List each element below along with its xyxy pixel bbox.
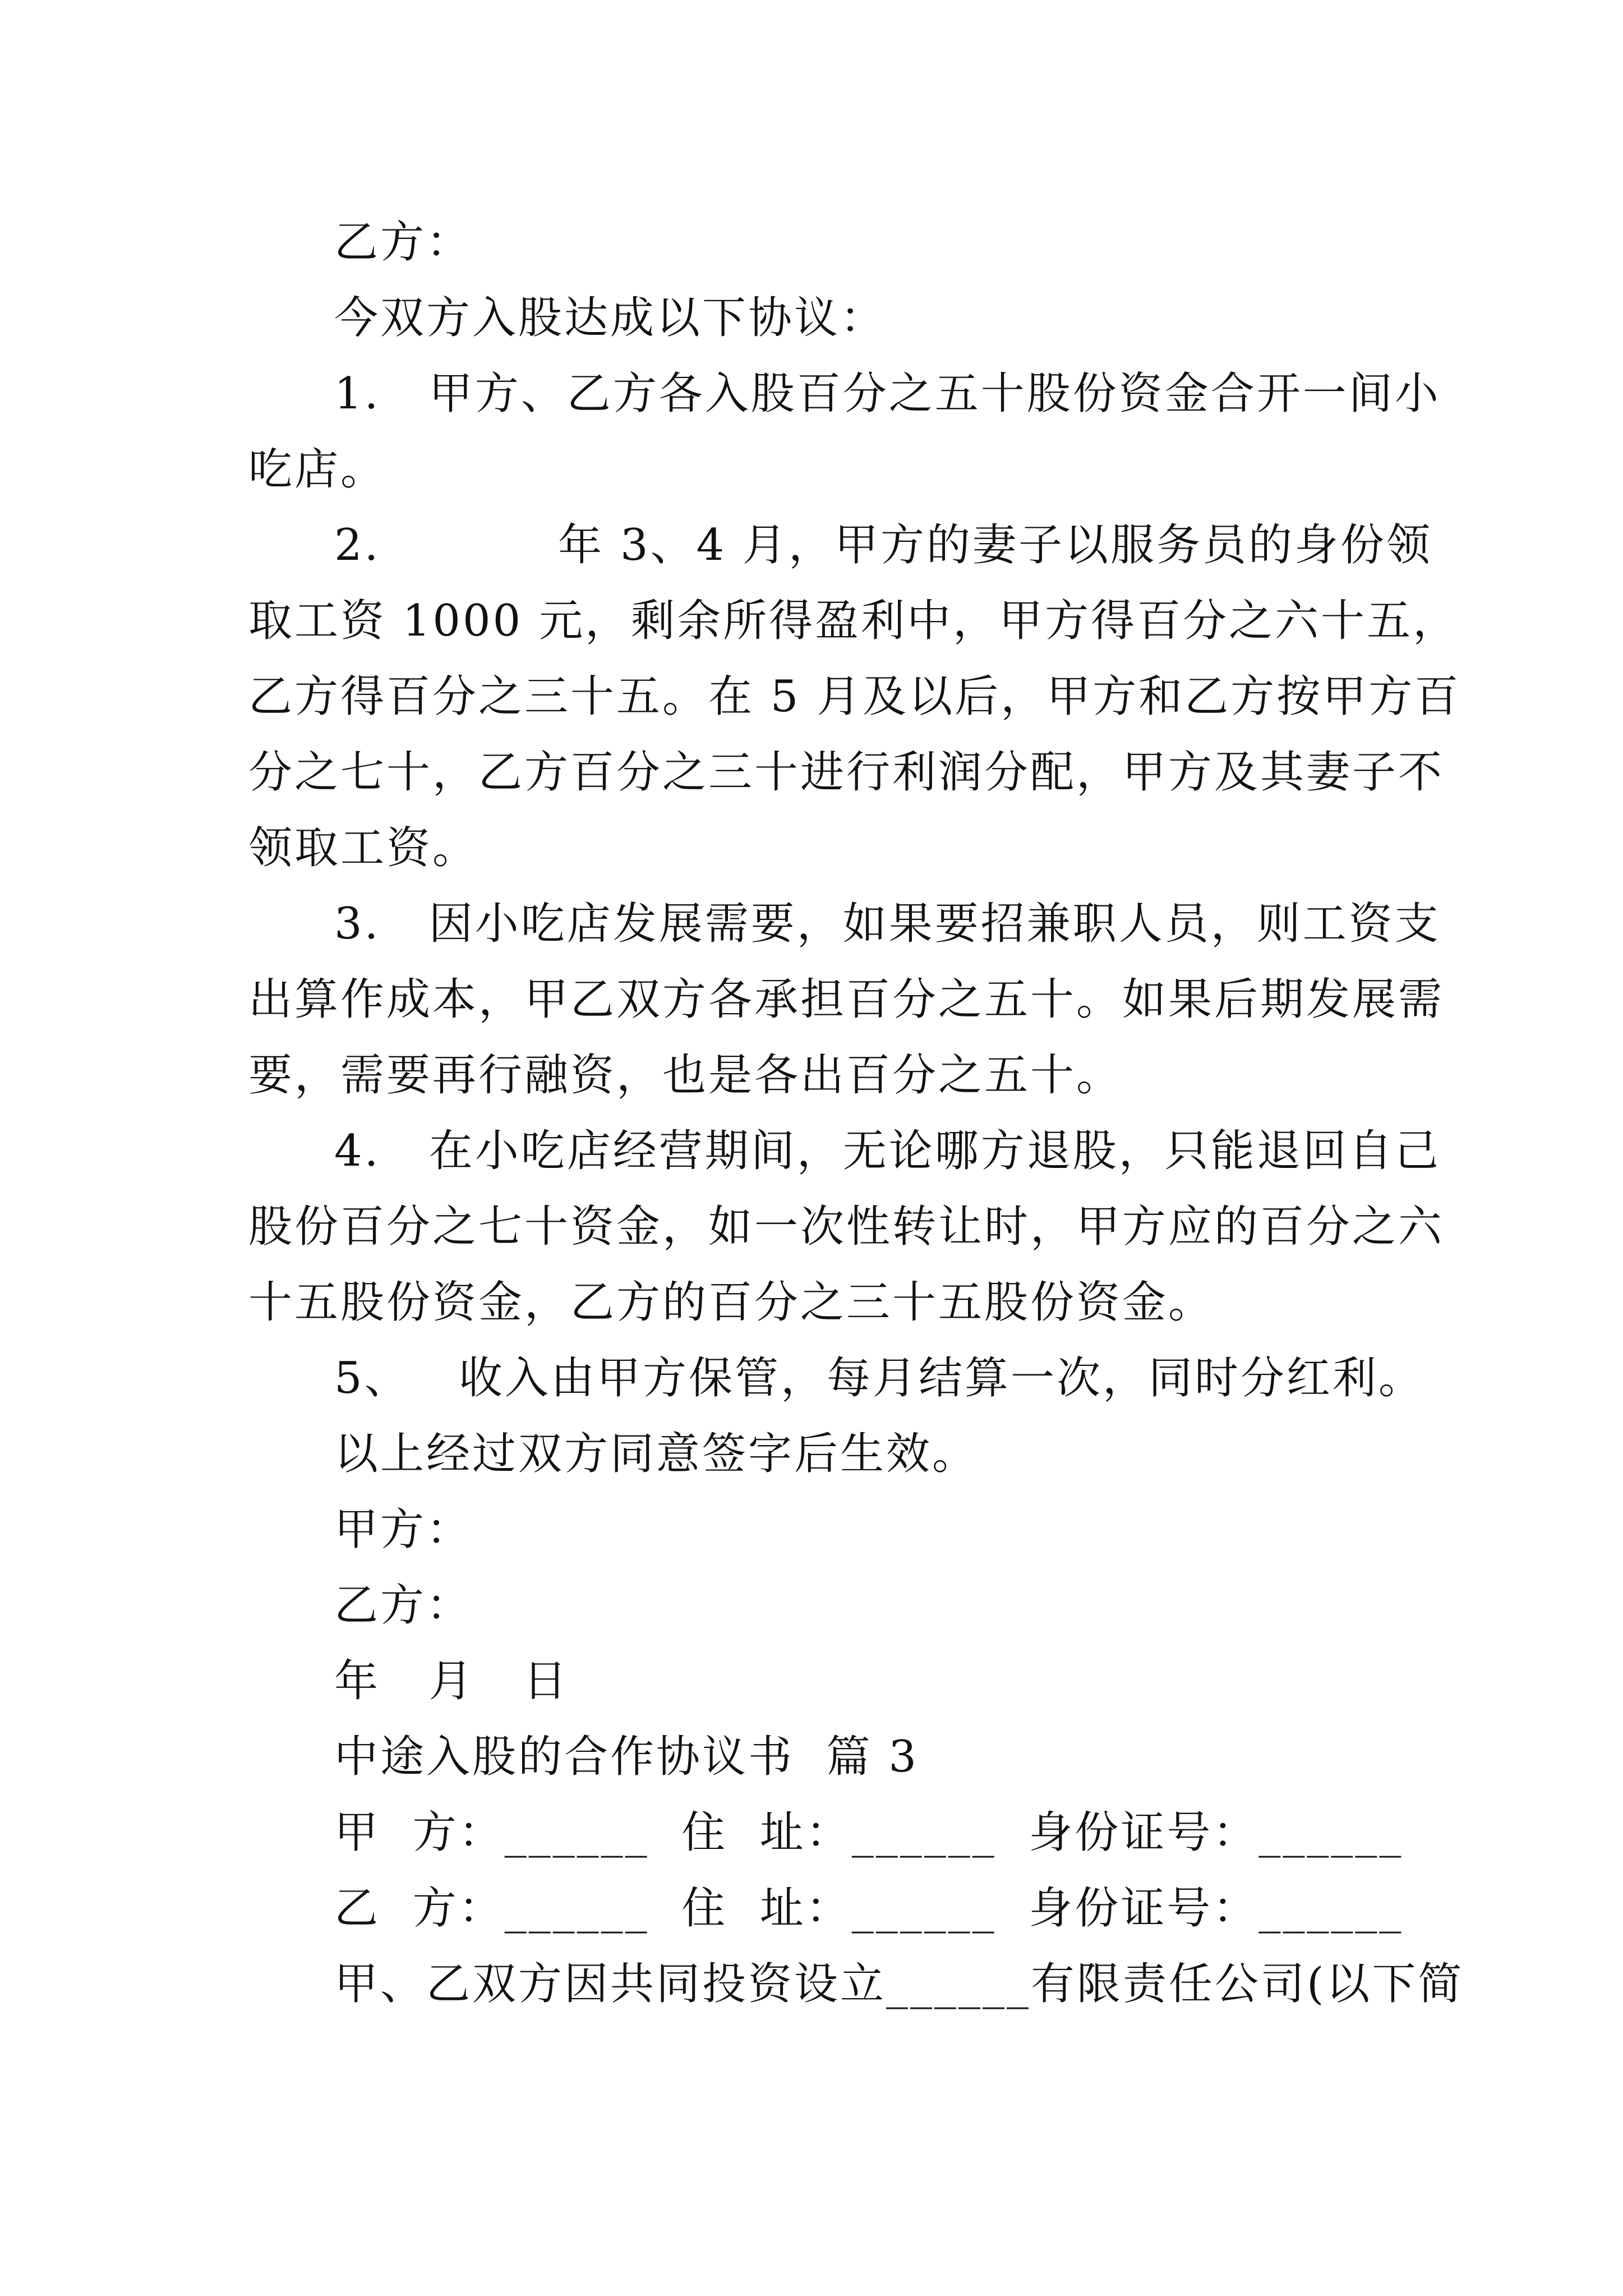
text-line: 今双方入股达成以下协议：	[334, 293, 887, 343]
text-line: 出算作成本，甲乙双方各承担百分之五十。如果后期发展需	[248, 974, 1445, 1025]
text-line: 3. 因小吃店发展需要，如果要招兼职人员，则工资支	[334, 899, 1441, 949]
text-line: 1. 甲方、乙方各入股百分之五十股份资金合开一间小	[334, 369, 1441, 419]
text-line: 要，需要再行融资，也是各出百分之五十。	[248, 1050, 1123, 1101]
text-line: 2. 年 3、4 月，甲方的妻子以服务员的身份领	[334, 520, 1432, 570]
text-line: 领取工资。	[248, 823, 479, 873]
text-line: 乙 方：______ 住 址：______ 身份证号：______	[334, 1883, 1404, 1934]
text-line: 吃店。	[248, 444, 387, 495]
text-line: 年 月 日	[334, 1656, 569, 1706]
text-line: 甲 方：______ 住 址：______ 身份证号：______	[334, 1807, 1404, 1858]
text-line: 5、 收入由甲方保管，每月结算一次，同时分红利。	[334, 1353, 1425, 1404]
text-line: 乙方：	[334, 217, 473, 268]
text-line: 以上经过双方同意签字后生效。	[334, 1429, 979, 1479]
section-heading: 中途入股的合作协议书 篇 3	[334, 1732, 919, 1782]
text-line: 甲、乙双方因共同投资设立______有限责任公司(以下简	[334, 1959, 1464, 2009]
text-line: 甲方：	[334, 1504, 473, 1555]
text-line: 乙方得百分之三十五。在 5 月及以后，甲方和乙方按甲方百	[248, 671, 1461, 722]
text-line: 取工资 1000 元，剩余所得盈利中，甲方得百分之六十五，	[248, 596, 1459, 646]
text-line: 股份百分之七十资金，如一次性转让时，甲方应的百分之六	[248, 1202, 1445, 1252]
text-line: 分之七十，乙方百分之三十进行利润分配，甲方及其妻子不	[248, 747, 1445, 798]
text-line: 十五股份资金，乙方的百分之三十五股份资金。	[248, 1277, 1215, 1328]
text-line: 4. 在小吃店经营期间，无论哪方退股，只能退回自己	[334, 1126, 1441, 1176]
text-line: 乙方：	[334, 1580, 473, 1631]
